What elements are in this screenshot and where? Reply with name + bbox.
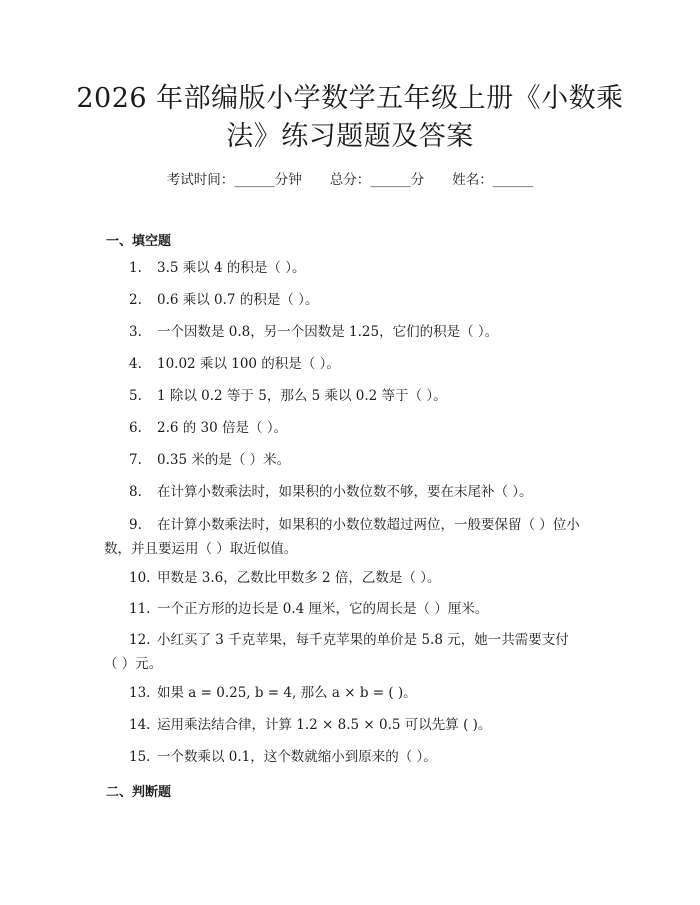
question-text: 0.35 米的是（ ）米。 [157,452,291,468]
question-text: 小红买了 3 千克苹果，每千克苹果的单价是 5.8 元，她一共需要支付 [157,632,569,648]
question-text: 0.6 乘以 0.7 的积是（ ）。 [157,292,319,308]
question-text: 3.5 乘以 4 的积是（ ）。 [157,260,306,276]
question-text: 1 除以 0.2 等于 5，那么 5 乘以 0.2 等于（ ）。 [157,388,447,404]
question-item [129,628,569,652]
question-text: 甲数是 3.6，乙数比甲数多 2 倍，乙数是（ ）。 [157,570,441,586]
exam-meta [0,168,700,188]
question-text: 一个因数是 0.8，另一个因数是 1.25，它们的积是（ ）。 [157,324,499,340]
title-line-1: 2026 年部编版小学数学五年级上册《小数乘 [76,83,624,114]
question-item [129,320,498,344]
question-number: 1. [129,260,142,276]
question-number: 4. [129,356,142,372]
question-item [129,513,580,537]
question-item [129,480,533,504]
question-item [129,352,340,376]
meta-name: 姓名：______ [452,172,534,188]
question-number: 7. [129,452,142,468]
question-number: 10. [129,570,151,586]
question-item [129,288,318,312]
question-text: 运用乘法结合律，计算 1.2 × 8.5 × 0.5 可以先算 ( )。 [157,717,492,733]
question-text: 一个正方形的边长是 0.4 厘米，它的周长是（ ）厘米。 [157,601,489,617]
question-number: 12. [129,632,151,648]
question-number: 9. [129,517,142,533]
question-text: 在计算小数乘法时，如果积的小数位数不够，要在末尾补（ ）。 [157,484,533,500]
section-heading-fill-blank: 一、填空题 [106,234,172,249]
question-item [129,713,491,737]
question-number: 15. [129,749,151,765]
meta-score: 总分：______分 [329,172,425,188]
question-continuation: 数，并且要运用（ ）取近似值。 [104,541,298,557]
question-item [129,384,447,408]
question-item [129,448,290,472]
page-title [60,80,640,156]
question-item [129,597,488,621]
question-item [129,256,305,280]
section-heading-true-false: 二、判断题 [106,785,172,800]
question-number: 6. [129,420,142,436]
question-number: 5. [129,388,142,404]
title-line-2: 法》练习题题及答案 [226,121,474,152]
question-number: 11. [129,601,151,617]
question-item [129,566,440,590]
question-text: 10.02 乘以 100 的积是（ ）。 [157,356,340,372]
question-text: 如果 a = 0.25, b = 4, 那么 a × b = ( )。 [157,685,417,701]
question-item [129,681,417,705]
meta-time: 考试时间：______分钟 [166,172,302,188]
question-item [129,745,437,769]
question-number: 13. [129,685,151,701]
question-text: 2.6 的 30 倍是（ ）。 [157,420,288,436]
question-number: 8. [129,484,142,500]
question-number: 2. [129,292,142,308]
question-text: 在计算小数乘法时，如果积的小数位数超过两位，一般要保留（ ）位小 [157,517,580,533]
question-item [129,416,287,440]
question-number: 14. [129,717,151,733]
question-text: 一个数乘以 0.1，这个数就缩小到原来的（ ）。 [157,749,437,765]
question-continuation: （ ）元。 [104,656,163,672]
question-number: 3. [129,324,142,340]
